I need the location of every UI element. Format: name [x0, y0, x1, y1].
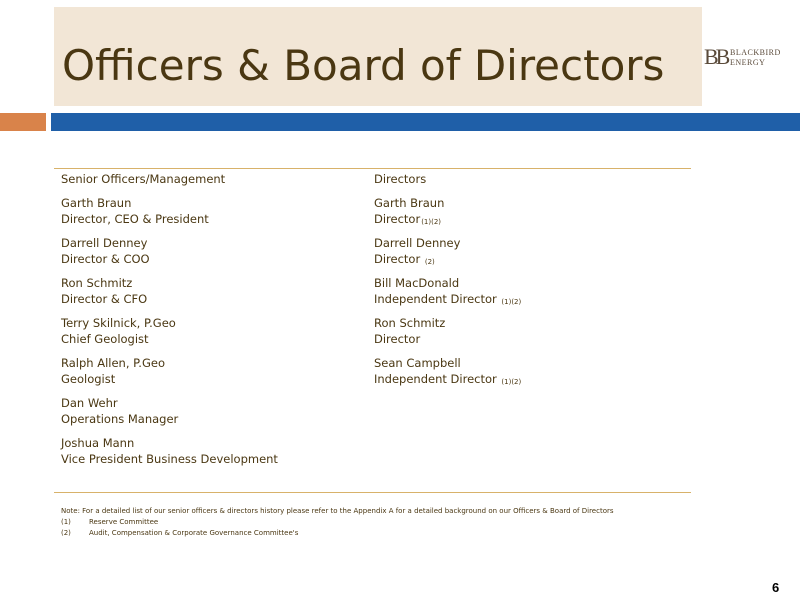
director-role-line	[374, 291, 521, 307]
appendix-note: Note: For a detailed list of our senior officers & directors history please refer to the Appendix A for a detailed background on our Officers & Board of Directors	[61, 507, 614, 515]
director-entry	[374, 275, 521, 307]
officer-entry	[61, 355, 278, 387]
director-role: Director	[374, 212, 421, 226]
director-role-line	[374, 371, 521, 387]
footnote-item	[61, 528, 614, 539]
officer-role: Operations Manager	[61, 412, 179, 426]
company-logo	[704, 46, 798, 72]
officer-name: Dan Wehr	[61, 396, 118, 410]
officer-role: Chief Geologist	[61, 332, 149, 346]
officer-entry	[61, 275, 278, 307]
committee-notes: (1)(2)	[501, 378, 522, 386]
directors-column	[374, 171, 521, 395]
officer-name: Terry Skilnick, P.Geo	[61, 316, 176, 330]
director-entry	[374, 235, 521, 267]
officer-entry	[61, 435, 278, 467]
officer-entry	[61, 315, 278, 347]
accent-bar-blue	[51, 113, 800, 131]
director-role: Director	[374, 332, 421, 346]
officer-name: Darrell Denney	[61, 236, 148, 250]
director-name: Garth Braun	[374, 196, 445, 210]
officer-role: Director & COO	[61, 252, 150, 266]
committee-notes: (2)	[424, 258, 435, 266]
director-name: Ron Schmitz	[374, 316, 446, 330]
director-role: Director	[374, 252, 421, 266]
director-name: Bill MacDonald	[374, 276, 460, 290]
director-entry	[374, 315, 521, 347]
footnotes	[61, 506, 614, 539]
officer-entry	[61, 235, 278, 267]
director-role-line	[374, 251, 521, 267]
director-role: Independent Director	[374, 292, 497, 306]
director-role: Independent Director	[374, 372, 497, 386]
director-name: Sean Campbell	[374, 356, 461, 370]
director-role-line	[374, 331, 521, 347]
officer-name: Joshua Mann	[61, 436, 135, 450]
director-name: Darrell Denney	[374, 236, 461, 250]
officer-name: Garth Braun	[61, 196, 132, 210]
director-entry	[374, 195, 521, 227]
footnote-text: Audit, Compensation & Corporate Governance Committee's	[89, 529, 299, 537]
accent-bar-orange	[0, 113, 46, 131]
logo-word-line1: BLACKBIRD	[730, 48, 781, 57]
officer-name: Ralph Allen, P.Geo	[61, 356, 165, 370]
footnote-item	[61, 517, 614, 528]
officer-role: Director & CFO	[61, 292, 148, 306]
officer-role: Vice President Business Development	[61, 452, 278, 466]
slide-title: Officers & Board of Directors	[62, 41, 665, 90]
director-entry	[374, 355, 521, 387]
director-role-line	[374, 211, 521, 227]
table-top-rule	[54, 168, 691, 169]
footnote-text: Reserve Committee	[89, 518, 159, 526]
committee-notes: (1)(2)	[501, 298, 522, 306]
page-number: 6	[772, 580, 780, 595]
officer-role: Geologist	[61, 372, 116, 386]
logo-mark: BB	[704, 44, 728, 69]
committee-notes: (1)(2)	[421, 218, 442, 226]
logo-word-line2: ENERGY	[730, 58, 766, 67]
footnote-number: (1)	[61, 518, 71, 526]
directors-header: Directors	[374, 172, 427, 186]
title-banner	[54, 7, 702, 106]
officer-entry	[61, 395, 278, 427]
officer-role: Director, CEO & President	[61, 212, 209, 226]
officer-entry	[61, 195, 278, 227]
officers-column	[61, 171, 278, 475]
footnote-number: (2)	[61, 529, 71, 537]
table-bottom-rule	[54, 492, 691, 493]
officer-name: Ron Schmitz	[61, 276, 133, 290]
officers-header: Senior Officers/Management	[61, 172, 226, 186]
